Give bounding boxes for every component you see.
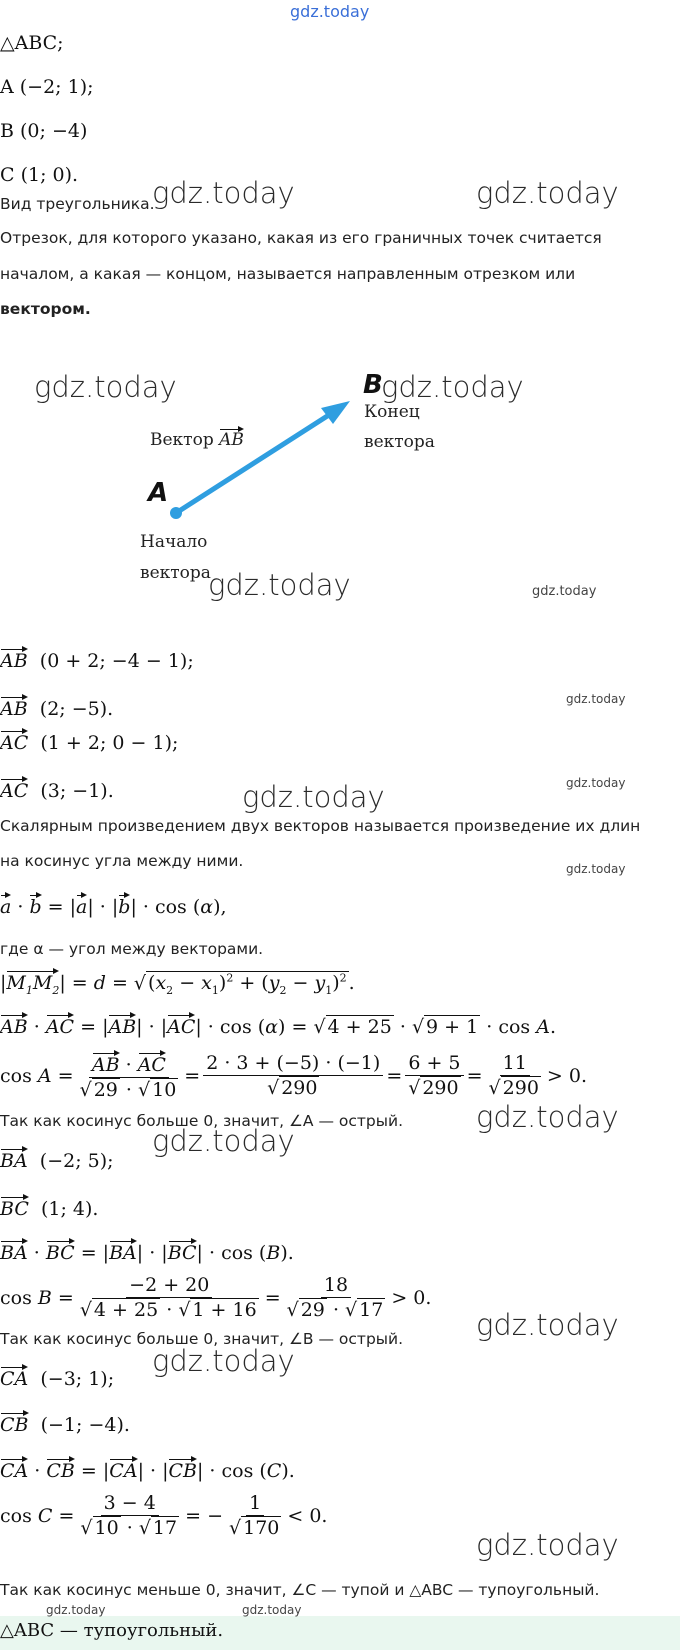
watermark: gdz.today <box>242 1603 302 1617</box>
start-caption-1: Начало <box>140 532 208 552</box>
watermark: gdz.today <box>566 862 626 876</box>
given-point-a: A (−2; 1); <box>0 76 94 98</box>
start-letter-a: A <box>148 478 169 508</box>
final-answer: △ABC — тупоугольный. <box>0 1620 224 1641</box>
watermark: gdz.today <box>532 584 597 599</box>
start-caption-2: вектора <box>140 563 211 583</box>
vector-label: Вектор AB <box>150 426 244 450</box>
watermark: gdz.today <box>476 1100 619 1134</box>
conclusion-angle-a: Так как косинус больше 0, значит, ∠A — острый. <box>0 1112 403 1130</box>
ab-ac-product: AB · AC = |AB| · |AC| · cos (α) = √ 4 + 25 · √ 9 + 1 · cos A. <box>0 1012 556 1038</box>
ca-cb-product: CA · CB = |CA| · |CB| · cos (C). <box>0 1456 295 1482</box>
given-point-b: B (0; −4) <box>0 120 88 142</box>
vector-ac-calc: AC (1 + 2; 0 − 1); <box>0 728 178 754</box>
scalar-product-formula: a · b = |a| · |b| · cos (α), <box>0 892 227 918</box>
type-heading: Вид треугольника. <box>0 195 155 213</box>
watermark: gdz.today <box>208 568 351 602</box>
conclusion-angle-b: Так как косинус больше 0, значит, ∠B — острый. <box>0 1330 404 1348</box>
vector-start-point <box>170 507 182 519</box>
site-watermark-top[interactable]: gdz.today <box>290 2 370 21</box>
cos-a-formula: cos A = $\frac{AB \cdot AC}{√ 29 \cdot √ 10}$ = $\frac{2 \cdot 3 + (-5) \cdot (-1)}{√ 290}$ = $\frac{6 + 5}{√ 290}$ = $\frac{11}{√ 290}$ > 0. <box>0 1052 587 1101</box>
vector-ba-result: BA (−2; 5); <box>0 1146 114 1172</box>
ba-bc-product: BA · BC = |BA| · |BC| · cos (B). <box>0 1238 294 1264</box>
vector-ab-calc: AB (0 + 2; −4 − 1); <box>0 646 194 672</box>
vector-ac-result: AC (3; −1). <box>0 776 114 802</box>
watermark: gdz.today <box>46 1603 106 1617</box>
definition-line-2: началом, а какая — концом, называется направленным отрезком или <box>0 265 576 283</box>
conclusion-angle-c: Так как косинус меньше 0, значит, ∠C — тупой и △ABC — тупоугольный. <box>0 1581 600 1599</box>
vector-ab-label: AB <box>219 426 244 450</box>
vector-cb-result: CB (−1; −4). <box>0 1410 130 1436</box>
vector-ca-result: CA (−3; 1); <box>0 1364 114 1390</box>
watermark: gdz.today <box>566 776 626 790</box>
length-formula: $|M_1M_2| = d$ = √ $(x_2 - x_1)^2 + (y_2 - y_1)^2$ . <box>0 968 355 997</box>
watermark: gdz.today <box>381 370 524 404</box>
cos-c-formula: cos C = $\frac{3 - 4}{√ 10 \cdot √ 17}$ = − $\frac{1}{√ 170}$ < 0. <box>0 1492 328 1539</box>
watermark: gdz.today <box>566 692 626 706</box>
watermark: gdz.today <box>152 1124 295 1158</box>
definition-line-3: вектором. <box>0 300 91 318</box>
definition-line-1: Отрезок, для которого указано, какая из его граничных точек считается <box>0 229 602 247</box>
scalar-def-line-1: Скалярным произведением двух векторов называется произведение их длин <box>0 817 641 835</box>
given-triangle: △ABC; <box>0 32 64 54</box>
watermark: gdz.today <box>34 370 177 404</box>
vector-bc-result: BC (1; 4). <box>0 1194 98 1220</box>
vector-ab-result: AB (2; −5). <box>0 694 113 720</box>
cos-b-formula: cos B = $\frac{-2 + 20}{√ 4 + 25 \cdot √ 1 + 16}$ = $\frac{18}{√ 29 \cdot √ 17}$ > 0. <box>0 1274 432 1321</box>
end-caption-1: Конец <box>364 402 420 422</box>
watermark: gdz.today <box>476 1308 619 1342</box>
watermark: gdz.today <box>152 176 295 210</box>
scalar-def-line-2: на косинус угла между ними. <box>0 852 244 870</box>
watermark: gdz.today <box>242 780 385 814</box>
end-caption-2: вектора <box>364 432 435 452</box>
alpha-note: где α — угол между векторами. <box>0 940 264 958</box>
watermark: gdz.today <box>152 1344 295 1378</box>
given-point-c: C (1; 0). <box>0 164 79 186</box>
watermark: gdz.today <box>476 1528 619 1562</box>
end-letter-b: B <box>363 370 383 400</box>
vector-arrow-head <box>321 401 350 424</box>
watermark: gdz.today <box>476 176 619 210</box>
